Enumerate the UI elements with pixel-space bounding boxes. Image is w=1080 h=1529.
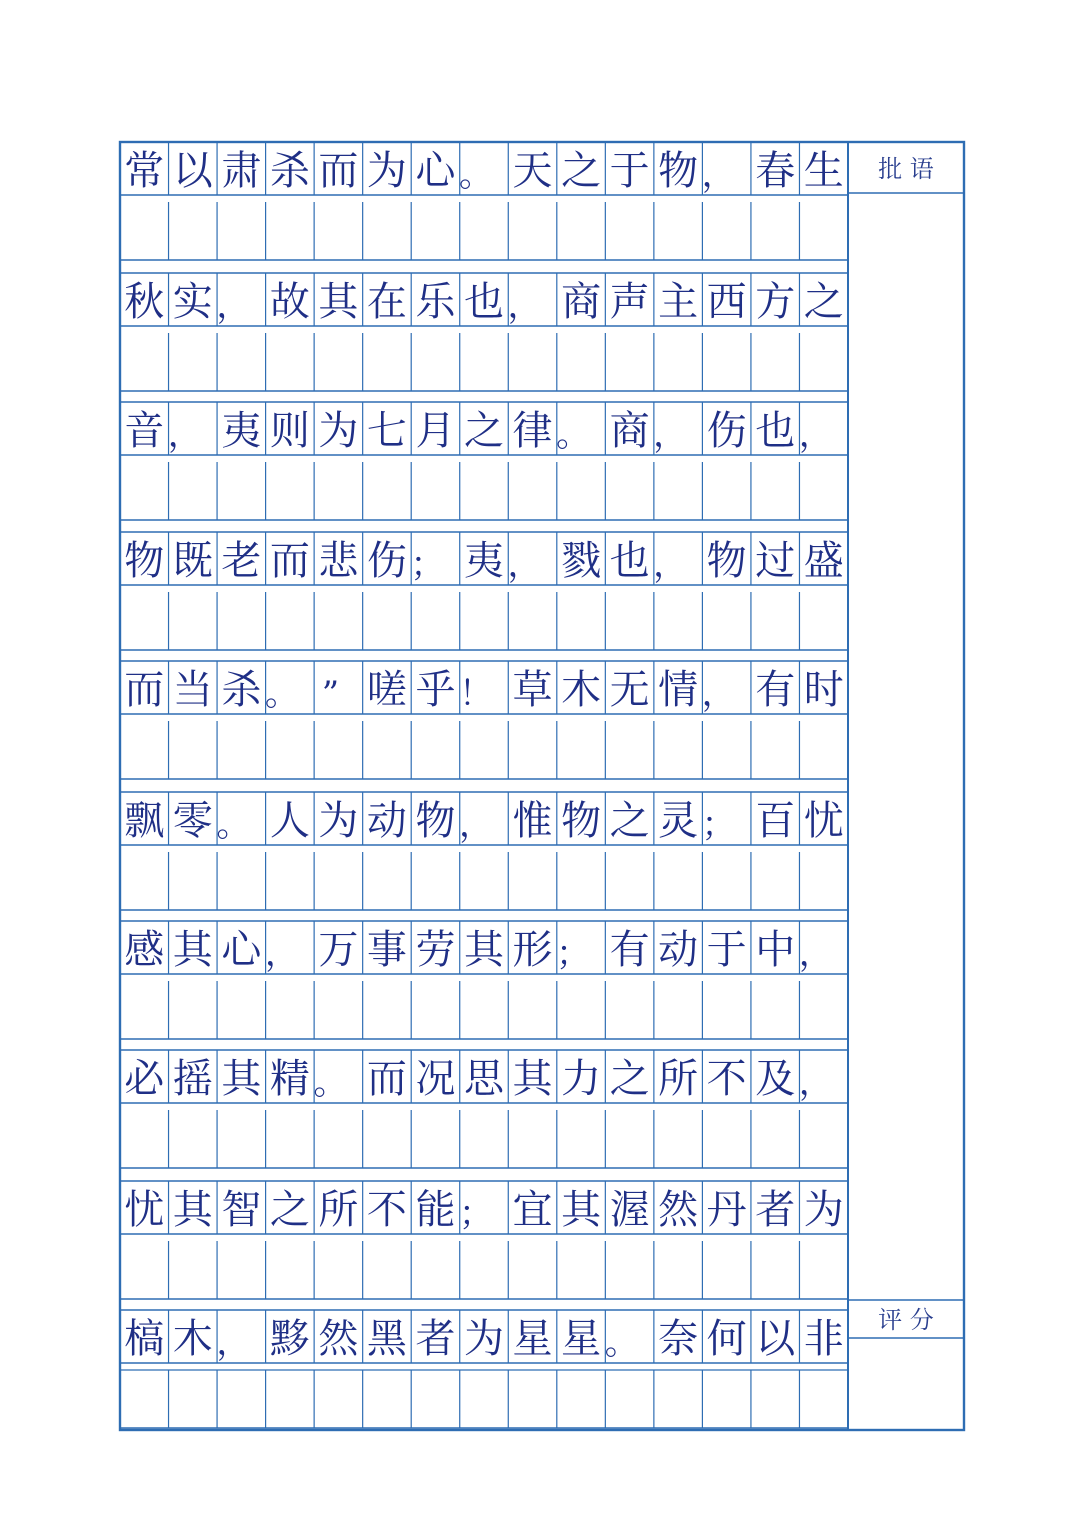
manuscript-char: 摇 [172,1056,213,1102]
manuscript-char: 木 [561,667,602,713]
manuscript-char: 者 [755,1187,796,1233]
manuscript-char: 何 [706,1316,747,1362]
manuscript-char: 事 [366,927,407,973]
manuscript-char: 戮 [561,538,602,584]
manuscript-char: 之 [464,408,504,454]
manuscript-char: 必 [124,1056,165,1102]
manuscript-char: 所 [318,1187,359,1233]
manuscript-char: 杀 [221,667,262,713]
manuscript-char: 。 [556,415,591,455]
outer-frame [120,142,964,1430]
manuscript-char: ， [507,286,542,326]
manuscript-char: 其 [172,927,213,973]
manuscript-char: 其 [512,1056,553,1102]
manuscript-char: 万 [318,927,359,973]
manuscript-char: 生 [803,148,844,194]
manuscript-char: 宜 [512,1187,553,1233]
manuscript-char: 有 [755,667,796,713]
manuscript-char: 主 [658,279,699,325]
manuscript-char: 星 [512,1316,553,1362]
manuscript-char: 时 [803,667,844,713]
manuscript-char: 夷 [221,408,262,454]
manuscript-char: 灵 [658,798,699,844]
manuscript-char: 音 [124,408,165,454]
manuscript-char: 过 [755,538,796,584]
manuscript-char: 为 [318,408,359,454]
manuscript-char: ， [507,545,542,585]
manuscript-char: ； [701,805,736,845]
manuscript-char: 其 [172,1187,213,1233]
manuscript-char: 当 [172,667,213,713]
manuscript-char: 草 [512,667,553,713]
manuscript-char: 。 [313,1063,348,1103]
manuscript-char: ； [410,545,445,585]
manuscript-char: 不 [706,1056,747,1102]
sidebar [878,155,934,1334]
manuscript-char: 伤 [706,408,747,454]
manuscript-char: 力 [561,1056,602,1102]
manuscript-char: 百 [755,798,796,844]
manuscript-char: 为 [464,1316,504,1362]
manuscript-char: 肃 [221,148,262,194]
manuscript-char: 忧 [124,1187,165,1233]
manuscript-char: 木 [172,1316,213,1362]
manuscript-char: 以 [755,1316,796,1362]
manuscript-char: 无 [609,667,650,713]
manuscript-char: 所 [658,1056,699,1102]
manuscript-char: ， [216,1323,251,1363]
manuscript-char: 心 [221,927,262,973]
manuscript-char: ” [321,674,340,714]
manuscript-char: 奈 [658,1316,699,1362]
manuscript-char: ， [264,934,299,974]
manuscript-char: 有 [609,927,650,973]
manuscript-grid [120,142,964,1430]
manuscript-char: 情 [658,667,699,713]
manuscript-char: 老 [221,538,262,584]
manuscript-char: 声 [609,279,650,325]
manuscript-char: 以 [172,148,213,194]
manuscript-char: 为 [366,148,407,194]
manuscript-char: 物 [415,798,456,844]
manuscript-char: 况 [415,1056,456,1102]
manuscript-char: 物 [561,798,602,844]
manuscript-char: ， [459,805,493,845]
manuscript-char: 其 [318,279,359,325]
manuscript-char: 于 [706,927,747,973]
manuscript-char: 之 [269,1187,310,1233]
manuscript-char: 也 [609,538,650,584]
manuscript-char: 。 [264,674,299,714]
manuscript-char: 而 [318,148,359,194]
manuscript-char: 律 [512,408,553,454]
manuscript-char: 黟 [269,1316,310,1362]
manuscript-char: ； [556,934,591,974]
manuscript-char: 非 [803,1316,844,1362]
manuscript-char: 天 [512,148,553,194]
manuscript-char: 物 [706,538,747,584]
manuscript-char: 杀 [269,148,310,194]
manuscript-char: 及 [755,1056,796,1102]
manuscript-char: ， [798,415,833,455]
manuscript-char: 也 [464,279,504,325]
manuscript-char: ， [701,155,736,195]
manuscript-char: ， [653,545,688,585]
manuscript-char: 者 [415,1316,456,1362]
manuscript-char: 七 [366,408,407,454]
manuscript-char: 动 [658,927,699,973]
manuscript-char: ， [216,286,251,326]
manuscript-char: 而 [366,1056,407,1102]
manuscript-char: 中 [755,927,796,973]
manuscript-char: 然 [658,1187,699,1233]
manuscript-char: 人 [269,798,310,844]
manuscript-char: 伤 [366,538,407,584]
manuscript-char: 精 [269,1056,310,1102]
manuscript-char: 而 [269,538,310,584]
manuscript-char: 为 [803,1187,844,1233]
manuscript-char: 动 [366,798,407,844]
manuscript-char: 在 [366,279,407,325]
manuscript-char: ， [167,415,202,455]
manuscript-char: ， [798,934,833,974]
manuscript-char: 月 [415,408,456,454]
manuscript-char: 乐 [415,279,456,325]
manuscript-char: 也 [755,408,796,454]
manuscript-char: 则 [269,408,310,454]
manuscript-char: 既 [172,538,213,584]
manuscript-char: 之 [803,279,844,325]
manuscript-char: ， [653,415,688,455]
manuscript-char: 。 [604,1323,639,1363]
manuscript-char: 惟 [512,798,553,844]
manuscript-char: 思 [464,1056,504,1102]
manuscript-char: 春 [755,148,796,194]
manuscript-char: 渥 [609,1187,650,1233]
manuscript-char: 飘 [124,798,165,844]
manuscript-char: 感 [124,927,165,973]
manuscript-char: 不 [366,1187,407,1233]
manuscript-char: 形 [512,927,553,973]
manuscript-char: 能 [415,1187,456,1233]
manuscript-char: 商 [561,279,602,325]
manuscript-char: 星 [561,1316,602,1362]
manuscript-char: 然 [318,1316,359,1362]
manuscript-char: 丹 [706,1187,747,1233]
manuscript-char: 方 [755,279,796,325]
manuscript-char: 之 [609,798,650,844]
manuscript-char: 而 [124,667,165,713]
manuscript-char: ， [798,1063,833,1103]
manuscript-char: 常 [124,148,165,194]
manuscript-char: 秋 [124,279,165,325]
manuscript-char: 盛 [803,538,844,584]
manuscript-char: 物 [658,148,699,194]
manuscript-char: 嗟 [366,667,407,713]
manuscript-char: 。 [216,805,251,845]
manuscript-char: 物 [124,538,165,584]
manuscript-char: 智 [221,1187,262,1233]
manuscript-char: 之 [609,1056,650,1102]
manuscript-char: 故 [269,279,310,325]
manuscript-char: ， [701,674,736,714]
score-label: 评 分 [878,1306,934,1334]
manuscript-char: 槁 [124,1316,165,1362]
manuscript-char: 忧 [803,798,844,844]
manuscript-char: 其 [221,1056,262,1102]
manuscript-char: 为 [318,798,359,844]
manuscript-char: 商 [609,408,650,454]
manuscript-char: 乎 [415,667,456,713]
manuscript-char: 悲 [318,538,359,584]
comment-label: 批 语 [878,155,934,183]
manuscript-char: 实 [172,279,213,325]
manuscript-char: 西 [706,279,747,325]
manuscript-char: 。 [459,155,493,195]
manuscript-char: 黑 [366,1316,407,1362]
manuscript-char: 夷 [464,538,504,584]
manuscript-char: ！ [459,674,493,714]
manuscript-char: 劳 [415,927,456,973]
manuscript-char: 零 [172,798,213,844]
manuscript-char: 于 [609,148,650,194]
manuscript-char: 心 [415,148,456,194]
manuscript-char: 其 [561,1187,602,1233]
manuscript-char: 其 [464,927,504,973]
manuscript-char: ； [459,1194,493,1234]
manuscript-char: 之 [561,148,602,194]
